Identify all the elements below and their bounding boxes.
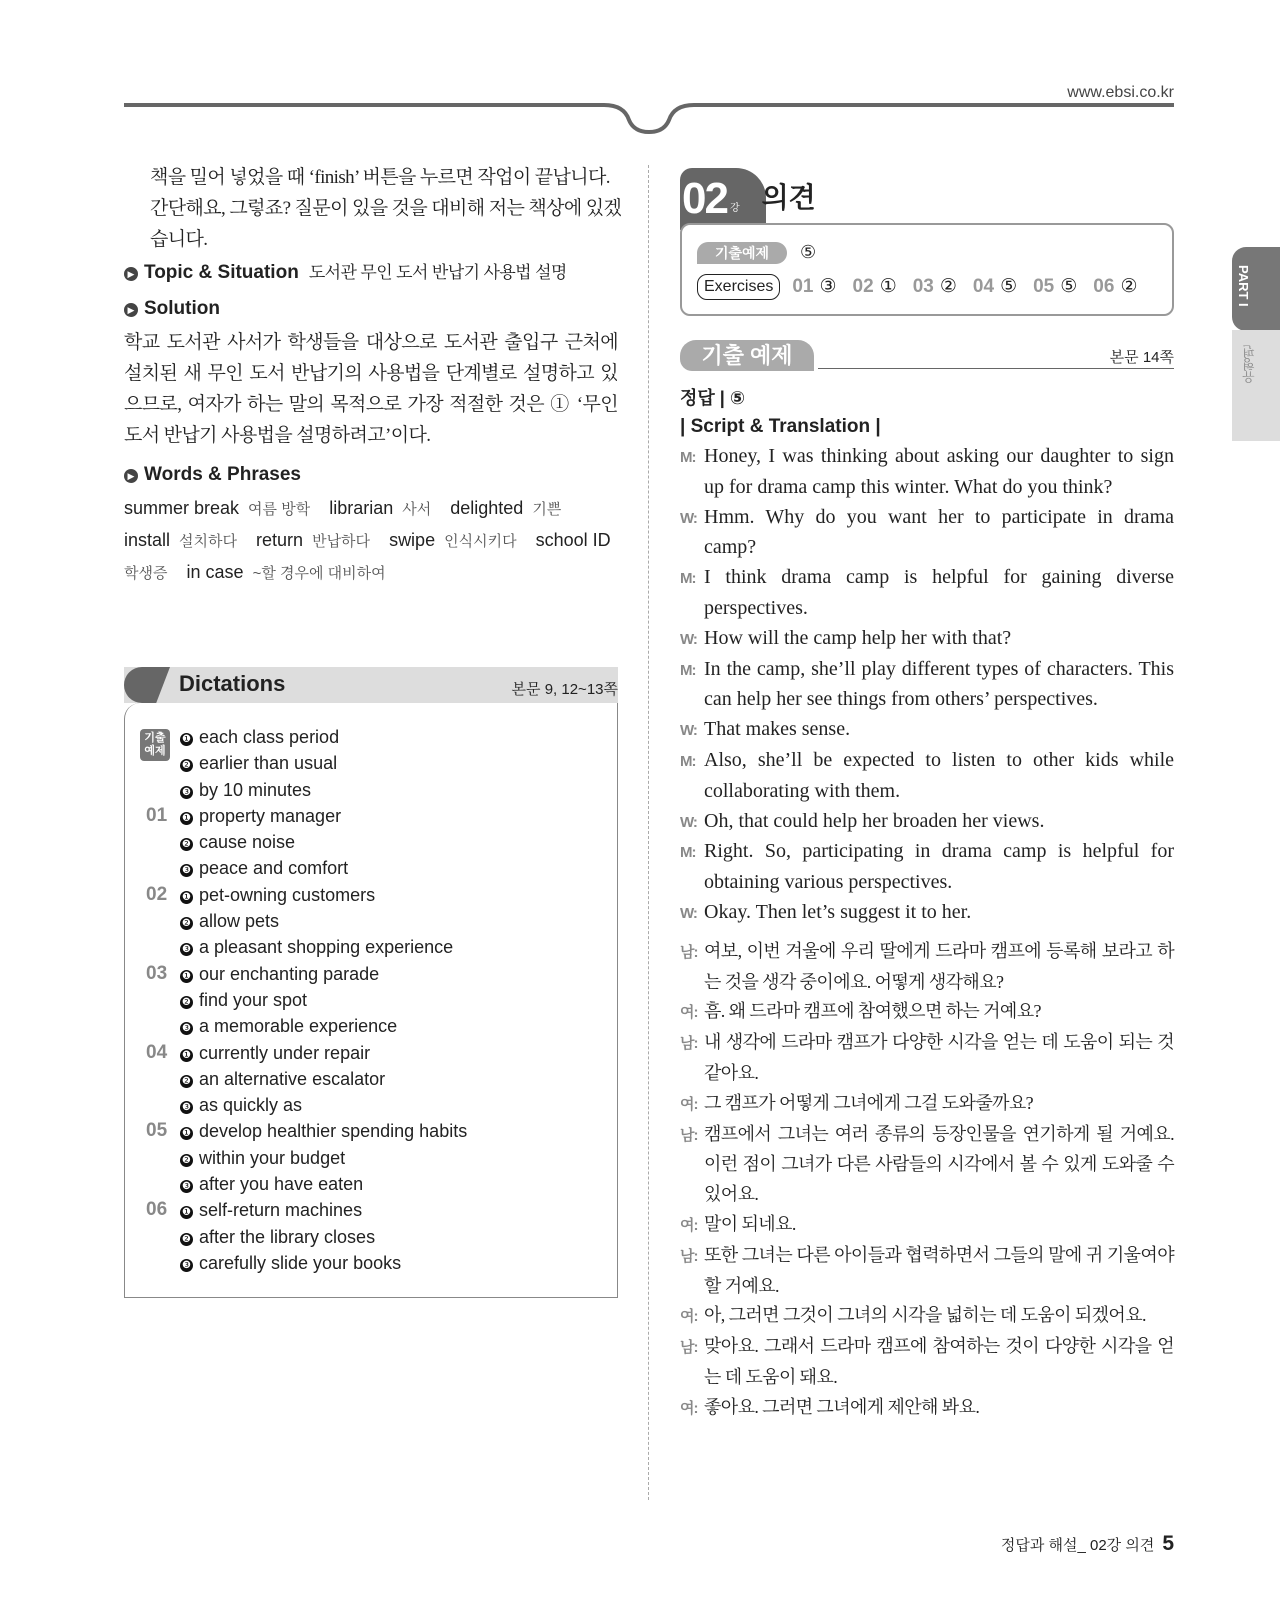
dictation-item bbox=[140, 724, 610, 757]
dictation-number: 06 bbox=[146, 1199, 168, 1221]
play-bullet-icon: ▶ bbox=[124, 303, 138, 317]
intro-text bbox=[124, 162, 622, 255]
exercise-number: 03 bbox=[912, 276, 934, 297]
dictation-item bbox=[140, 1118, 610, 1144]
dictation-text: property manager bbox=[199, 805, 342, 826]
dialog-text: Okay. Then let’s suggest it to her. bbox=[704, 900, 972, 923]
dialog-line bbox=[680, 898, 1174, 929]
number-marker-icon: ❸ bbox=[180, 1180, 193, 1193]
exam-answer: ⑤ bbox=[800, 242, 817, 262]
dictation-item bbox=[140, 1013, 610, 1039]
number-marker-icon: ❷ bbox=[180, 996, 193, 1009]
right-column bbox=[680, 384, 1174, 1424]
dictation-text: peace and comfort bbox=[199, 858, 349, 879]
left-column bbox=[124, 162, 622, 589]
dialog-line bbox=[680, 1301, 1174, 1332]
solution-label: Solution bbox=[144, 298, 220, 319]
dialog-text: How will the camp help her with that? bbox=[704, 626, 1012, 649]
site-url: www.ebsi.co.kr bbox=[1067, 84, 1174, 101]
dictation-text: a pleasant shopping experience bbox=[199, 937, 454, 958]
number-marker-icon: ❸ bbox=[180, 786, 193, 799]
dictation-text: self-return machines bbox=[199, 1200, 363, 1221]
exam-badge: 기출예제 bbox=[697, 242, 787, 264]
exercises-row bbox=[697, 274, 1153, 300]
dialog-line bbox=[680, 503, 1174, 564]
speaker-label: 여: bbox=[680, 1216, 698, 1234]
words-list bbox=[124, 493, 618, 589]
number-marker-icon: ❶ bbox=[180, 1127, 193, 1140]
dialog-text: 좋아요. 그러면 그녀에게 제안해 봐요. bbox=[704, 1396, 980, 1417]
speaker-label: 남: bbox=[680, 1126, 698, 1144]
dialog-line bbox=[680, 655, 1174, 716]
dictation-text: cause noise bbox=[199, 832, 296, 853]
dialog-text: 아, 그러면 그것이 그녀의 시각을 넓히는 데 도움이 되겠어요. bbox=[704, 1305, 1146, 1326]
dictation-text: earlier than usual bbox=[199, 753, 338, 774]
dialog-text: 캠프에서 그녀는 여러 종류의 등장인물을 연기하게 될 거예요. 이런 점이 그녀가 다른 사람들의 시각에서 볼 수 있게 도와줄 수 있어요. bbox=[704, 1123, 1174, 1205]
dialog-text: Hmm. Why do you want her to participate in drama camp? bbox=[704, 505, 1174, 559]
number-marker-icon: ❷ bbox=[180, 759, 193, 772]
number-marker-icon: ❶ bbox=[180, 891, 193, 904]
word-meaning: 여름 방학 bbox=[248, 501, 311, 518]
exercise-answer: ② bbox=[939, 276, 957, 297]
word-meaning: 학생증 bbox=[124, 565, 168, 582]
speaker-label: W: bbox=[680, 813, 697, 831]
script-heading: | Script & Translation | bbox=[680, 416, 881, 437]
speaker-label: 여: bbox=[680, 1308, 698, 1326]
word-term: librarian bbox=[329, 498, 394, 518]
dictations-title: Dictations bbox=[179, 671, 286, 696]
lesson-header bbox=[682, 168, 816, 224]
dialog-line bbox=[680, 1210, 1174, 1241]
dialog-line bbox=[680, 1028, 1174, 1089]
intro-line: 습니다. bbox=[150, 229, 208, 250]
word-term: delighted bbox=[450, 498, 524, 518]
dialog-text: 여보, 이번 겨울에 우리 딸에게 드라마 캠프에 등록해 보라고 하는 것을 생각 중이에요. 어떻게 생각해요? bbox=[704, 940, 1174, 992]
exercise-number: 01 bbox=[792, 276, 814, 297]
speaker-label: W: bbox=[680, 722, 697, 740]
dialog-line bbox=[680, 442, 1174, 503]
number-marker-icon: ❶ bbox=[180, 970, 193, 983]
speaker-label: M: bbox=[680, 570, 696, 588]
dialog-text: Right. So, participating in drama camp is helpful for obtaining various perspectives. bbox=[704, 840, 1174, 894]
exam-badge: 기출 예제 bbox=[140, 729, 170, 761]
dictation-text: find your spot bbox=[199, 989, 308, 1010]
word-term: in case bbox=[186, 562, 244, 582]
speaker-label: M: bbox=[680, 661, 696, 679]
exercise-number: 02 bbox=[852, 276, 874, 297]
dialog-line bbox=[680, 837, 1174, 898]
dictation-item bbox=[140, 987, 610, 1013]
solution-heading bbox=[124, 291, 618, 327]
word-meaning: 설치하다 bbox=[179, 533, 238, 550]
number-marker-icon: ❸ bbox=[180, 1101, 193, 1114]
exercise-answer: ① bbox=[879, 276, 897, 297]
speaker-label: 여: bbox=[680, 1004, 698, 1022]
dictation-item bbox=[140, 1145, 610, 1171]
dictation-item bbox=[140, 1197, 610, 1223]
dialog-line bbox=[680, 715, 1174, 746]
words-heading bbox=[124, 457, 618, 493]
number-marker-icon: ❶ bbox=[180, 733, 193, 746]
korean-dialog bbox=[680, 937, 1174, 1424]
topic-text: 도서관 무인 도서 반납기 사용법 설명 bbox=[308, 263, 567, 282]
speaker-label: 여: bbox=[680, 1095, 698, 1113]
dictation-text: develop healthier spending habits bbox=[199, 1121, 468, 1142]
dialog-line bbox=[680, 1241, 1174, 1302]
exercise-answer: ⑤ bbox=[1060, 276, 1078, 297]
dictation-item bbox=[140, 934, 610, 960]
lesson-title: 의견 bbox=[761, 182, 816, 213]
dictation-item bbox=[140, 1224, 610, 1250]
dictation-text: after you have eaten bbox=[199, 1174, 364, 1195]
number-marker-icon: ❸ bbox=[180, 864, 193, 877]
dialog-text: 말이 되네요. bbox=[704, 1213, 796, 1234]
answer-summary-box bbox=[680, 223, 1174, 316]
dialog-line bbox=[680, 563, 1174, 624]
dictation-text: by 10 minutes bbox=[199, 779, 312, 800]
dictation-item bbox=[140, 908, 610, 934]
dialog-text: 그 캠프가 어떻게 그녀에게 그걸 도와줄까요? bbox=[704, 1092, 1034, 1113]
number-marker-icon: ❷ bbox=[180, 838, 193, 851]
dictation-item bbox=[140, 1171, 610, 1197]
number-marker-icon: ❸ bbox=[180, 1022, 193, 1035]
dictation-item bbox=[140, 829, 610, 855]
dialog-text: In the camp, she’ll play different types of characters. This can help her see things from others’ perspectives. bbox=[704, 657, 1174, 711]
dictation-number: 04 bbox=[146, 1041, 168, 1063]
dictation-text: after the library closes bbox=[199, 1226, 376, 1247]
dictation-text: an alternative escalator bbox=[199, 1068, 386, 1089]
dialog-text: Also, she’ll be expected to listen to other kids while collaborating with them. bbox=[704, 748, 1174, 802]
dictation-text: a memorable experience bbox=[199, 1016, 398, 1037]
side-tab-part-label: PART I bbox=[1236, 265, 1251, 307]
word-meaning: ~할 경우에 대비하여 bbox=[252, 565, 386, 582]
lesson-number: 02 bbox=[682, 174, 727, 223]
speaker-label: M: bbox=[680, 752, 696, 770]
dictation-item bbox=[140, 882, 610, 908]
word-meaning: 사서 bbox=[402, 501, 432, 518]
dialog-text: 또한 그녀는 다른 아이들과 협력하면서 그들의 말에 귀 기울여야 할 거예요. bbox=[704, 1244, 1174, 1296]
dictation-text: each class period bbox=[199, 727, 340, 747]
dialog-line bbox=[680, 997, 1174, 1028]
dictation-text: currently under repair bbox=[199, 1042, 371, 1063]
english-dialog bbox=[680, 442, 1174, 929]
speaker-label: 여: bbox=[680, 1399, 698, 1417]
dictation-item bbox=[140, 1250, 610, 1276]
dictation-text: pet-owning customers bbox=[199, 884, 376, 905]
section-rule bbox=[818, 368, 1174, 369]
number-marker-icon: ❷ bbox=[180, 1154, 193, 1167]
words-label: Words & Phrases bbox=[144, 464, 301, 485]
dictation-number: 01 bbox=[146, 804, 168, 826]
dictation-item bbox=[140, 1092, 610, 1118]
dialog-text: 내 생각에 드라마 캠프가 다양한 시각을 얻는 데 도움이 되는 것 같아요. bbox=[704, 1032, 1174, 1083]
speaker-label: W: bbox=[680, 904, 697, 922]
section-pages: 본문 14쪽 bbox=[1109, 349, 1174, 366]
column-separator bbox=[648, 165, 649, 1500]
dictation-item bbox=[140, 1066, 610, 1092]
dialog-text: Oh, that could help her broaden her views. bbox=[704, 809, 1045, 832]
solution-text: 학교 도서관 사서가 학생들을 대상으로 도서관 출입구 근처에 설치된 새 무인 도서 반납기의 사용법을 단계별로 설명하고 있으므로, 여자가 하는 말의 목적으로 가장 적절한 것은 ① ‘무인 도서 반납기 사용법을 설명하려고’이다. bbox=[124, 332, 618, 446]
intro-line: 간단해요, 그렇죠? 질문이 있을 것을 대비해 저는 책상에 있겠 bbox=[150, 198, 622, 219]
dictation-item bbox=[140, 1040, 610, 1066]
speaker-label: 남: bbox=[680, 1247, 698, 1265]
dialog-line bbox=[680, 624, 1174, 655]
dictation-item bbox=[140, 803, 610, 829]
number-marker-icon: ❸ bbox=[180, 943, 193, 956]
dictation-number: 02 bbox=[146, 883, 168, 905]
word-meaning: 기쁜 bbox=[532, 501, 562, 518]
dictation-number: 03 bbox=[146, 962, 168, 984]
number-marker-icon: ❶ bbox=[180, 812, 193, 825]
word-meaning: 인식시키다 bbox=[444, 533, 517, 550]
footer-text: 정답과 해설_ 02강 의견 bbox=[1000, 1537, 1155, 1554]
dialog-line bbox=[680, 1120, 1174, 1210]
top-divider bbox=[124, 100, 1174, 140]
speaker-label: M: bbox=[680, 449, 696, 466]
page-number: 5 bbox=[1162, 1532, 1174, 1555]
dictation-text: within your budget bbox=[199, 1147, 346, 1168]
dialog-line bbox=[680, 746, 1174, 807]
footer bbox=[1001, 1532, 1174, 1556]
number-marker-icon: ❷ bbox=[180, 1233, 193, 1246]
speaker-label: 남: bbox=[680, 943, 698, 961]
dialog-line bbox=[680, 807, 1174, 838]
dictations-list bbox=[140, 724, 610, 1276]
exercises-answers bbox=[792, 275, 1153, 299]
dialog-text: 맞아요. 그래서 드라마 캠프에 참여하는 것이 다양한 시각을 얻는 데 도움이 돼요. bbox=[704, 1336, 1174, 1387]
speaker-label: M: bbox=[680, 844, 696, 862]
speaker-label: 남: bbox=[680, 1339, 698, 1357]
dialog-line bbox=[680, 1332, 1174, 1393]
lesson-gang: 강 bbox=[729, 203, 740, 214]
dictation-item bbox=[140, 961, 610, 987]
play-bullet-icon: ▶ bbox=[124, 469, 138, 483]
dialog-line bbox=[680, 1393, 1174, 1424]
answer-line: 정답 | ⑤ bbox=[680, 388, 746, 408]
number-marker-icon: ❶ bbox=[180, 1049, 193, 1062]
exercise-number: 04 bbox=[972, 276, 995, 297]
exercises-badge: Exercises bbox=[697, 274, 780, 300]
dialog-line bbox=[680, 1089, 1174, 1120]
dialog-text: I think drama camp is helpful for gaining diverse perspectives. bbox=[704, 566, 1174, 619]
word-term: summer break bbox=[124, 498, 240, 518]
dialog-text: That makes sense. bbox=[704, 718, 851, 741]
dictation-item bbox=[140, 777, 610, 803]
word-term: school ID bbox=[535, 530, 611, 550]
dictation-text: allow pets bbox=[199, 911, 280, 932]
number-marker-icon: ❸ bbox=[180, 1259, 193, 1272]
word-meaning: 반납하다 bbox=[312, 533, 371, 550]
dialog-line bbox=[680, 937, 1174, 998]
exercise-answer: ② bbox=[1120, 276, 1138, 297]
dictation-item bbox=[140, 750, 610, 776]
exercise-number: 06 bbox=[1093, 276, 1115, 297]
dictations-pages: 본문 9, 12~13쪽 bbox=[511, 681, 618, 698]
dictation-text: carefully slide your books bbox=[199, 1252, 402, 1273]
word-term: return bbox=[256, 530, 304, 550]
speaker-label: W: bbox=[680, 630, 697, 648]
dictation-item bbox=[140, 855, 610, 881]
section-badge: 기출 예제 bbox=[680, 340, 814, 371]
number-marker-icon: ❷ bbox=[180, 1075, 193, 1088]
exercise-number: 05 bbox=[1033, 276, 1055, 297]
dictation-text: as quickly as bbox=[199, 1095, 303, 1116]
dictation-text: our enchanting parade bbox=[199, 963, 380, 984]
play-bullet-icon: ▶ bbox=[124, 267, 138, 281]
speaker-label: W: bbox=[680, 509, 697, 527]
dialog-text: 흠. 왜 드라마 캠프에 참여했으면 하는 거예요? bbox=[704, 1001, 1041, 1022]
dialog-text: Honey, I was thinking about asking our daughter to sign up for drama camp this winter. What do you think? bbox=[704, 445, 1174, 498]
topic-heading bbox=[124, 255, 618, 291]
word-term: swipe bbox=[389, 530, 436, 550]
exercise-answer: ③ bbox=[819, 276, 837, 297]
number-marker-icon: ❷ bbox=[180, 917, 193, 930]
topic-label: Topic & Situation bbox=[144, 262, 299, 283]
speaker-label: 남: bbox=[680, 1035, 698, 1053]
exercise-answer: ⑤ bbox=[1000, 276, 1018, 297]
side-tab-type-label: 유형편 bbox=[1242, 345, 1257, 384]
intro-line: 책을 밀어 넣었을 때 ‘finish’ 버튼을 누르면 작업이 끝납니다. bbox=[150, 167, 610, 188]
dictation-number: 05 bbox=[146, 1120, 168, 1142]
word-term: install bbox=[124, 530, 171, 550]
number-marker-icon: ❶ bbox=[180, 1206, 193, 1219]
